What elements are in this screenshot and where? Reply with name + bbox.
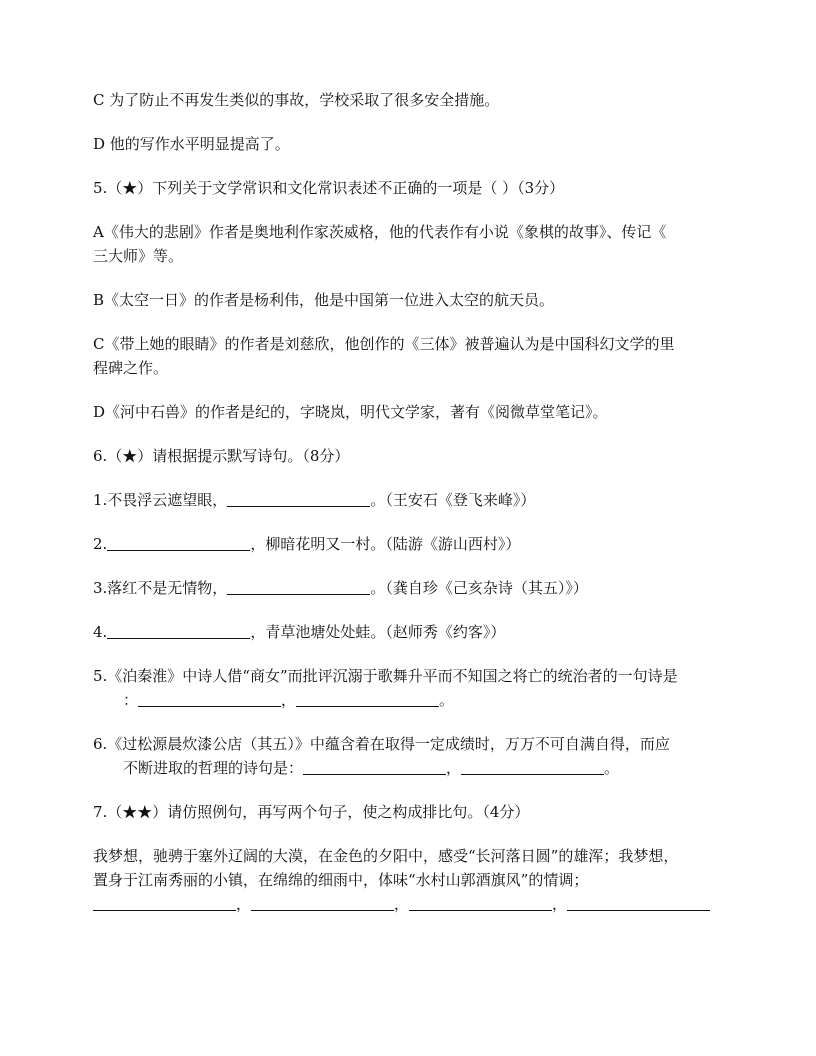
document-page	[93, 88, 733, 916]
answer-blank[interactable]	[567, 896, 710, 911]
q6-item-6-prompt: 不断进取的哲理的诗句是：	[123, 759, 304, 777]
q6-item-6-line1: 6.《过松源晨炊漆公店（其五）》中蕴含着在取得一定成绩时，万万不可自满自得，而应	[93, 735, 670, 753]
q6-item-2-number: 2.	[93, 535, 108, 553]
q5-option-a-line1: A《伟大的悲剧》作者是奥地利作家茨威格，他的代表作有小说《象棋的故事》、传记《	[93, 223, 667, 241]
q6-item-3-source: 。（龚自珍《己亥杂诗（其五）》）	[370, 579, 588, 597]
comma: ，	[281, 691, 297, 709]
q5-option-d: D《河中石兽》的作者是纪的，字晓岚，明代文学家，著有《阅微草堂笔记》。	[93, 403, 608, 421]
colon: ：	[123, 691, 139, 709]
comma: ，	[394, 895, 410, 913]
comma: ，	[236, 895, 252, 913]
answer-blank[interactable]	[107, 536, 250, 551]
answer-blank[interactable]	[227, 492, 370, 507]
option-d-prev: D 他的写作水平明显提高了。	[93, 135, 290, 153]
answer-blank[interactable]	[296, 692, 439, 707]
comma: ，	[446, 759, 462, 777]
q6-item-5-line2	[93, 688, 733, 712]
q6-item-3-prompt: 3.落红不是无情物，	[93, 579, 228, 597]
period: 。	[604, 759, 620, 777]
question-6: 6.（★）请根据提示默写诗句。（8分）	[93, 447, 350, 465]
answer-blank[interactable]	[107, 624, 250, 639]
q7-example-line1: 我梦想，驰骋于塞外辽阔的大漠，在金色的夕阳中，感受“长河落日圆”的雄浑；我梦想，	[93, 847, 679, 865]
q6-item-1-source: 。（王安石《登飞来峰》）	[370, 491, 536, 509]
q5-option-b: B《太空一日》的作者是杨利伟，他是中国第一位进入太空的航天员。	[93, 291, 555, 309]
comma: ，	[552, 895, 568, 913]
answer-blank[interactable]	[303, 760, 446, 775]
q5-option-c-line1: C《带上她的眼睛》的作者是刘慈欣，他创作的《三体》被普遍认为是中国科幻文学的里	[93, 335, 675, 353]
answer-blank[interactable]	[138, 692, 281, 707]
q6-item-2	[93, 532, 733, 556]
q6-item-1-prompt: 1.不畏浮云遮望眼，	[93, 491, 228, 509]
q6-item-4-source: ，青草池塘处处蛙。（赵师秀《约客》）	[250, 623, 506, 641]
q6-item-3	[93, 576, 733, 600]
answer-blank[interactable]	[93, 896, 236, 911]
q7-example-line2: 置身于江南秀丽的小镇，在绵绵的细雨中，体味“水村山郭酒旗风”的情调；	[93, 871, 589, 889]
q6-item-2-source: ，柳暗花明又一村。（陆游《游山西村》）	[250, 535, 521, 553]
answer-blank[interactable]	[251, 896, 394, 911]
q6-item-4	[93, 620, 733, 644]
q6-item-4-number: 4.	[93, 623, 108, 641]
answer-blank[interactable]	[461, 760, 604, 775]
answer-blank[interactable]	[409, 896, 552, 911]
q5-option-c-line2: 程碑之作。	[93, 359, 169, 377]
q7-answer-row	[93, 892, 733, 916]
answer-blank[interactable]	[227, 580, 370, 595]
q6-item-5-line1: 5.《泊秦淮》中诗人借“商女”而批评沉溺于歌舞升平而不知国之将亡的统治者的一句诗是	[93, 667, 678, 685]
option-c-prev: C 为了防止不再发生类似的事故，学校采取了很多安全措施。	[93, 91, 500, 109]
question-7: 7.（★★）请仿照例句，再写两个句子，使之构成排比句。（4分）	[93, 803, 530, 821]
q6-item-1	[93, 488, 733, 512]
period: 。	[439, 691, 455, 709]
q5-option-a-line2: 三大师》等。	[93, 247, 184, 265]
q6-item-6-line2	[93, 756, 733, 780]
question-5: 5.（★）下列关于文学常识和文化常识表述不正确的一项是（ ）（3分）	[93, 179, 565, 197]
